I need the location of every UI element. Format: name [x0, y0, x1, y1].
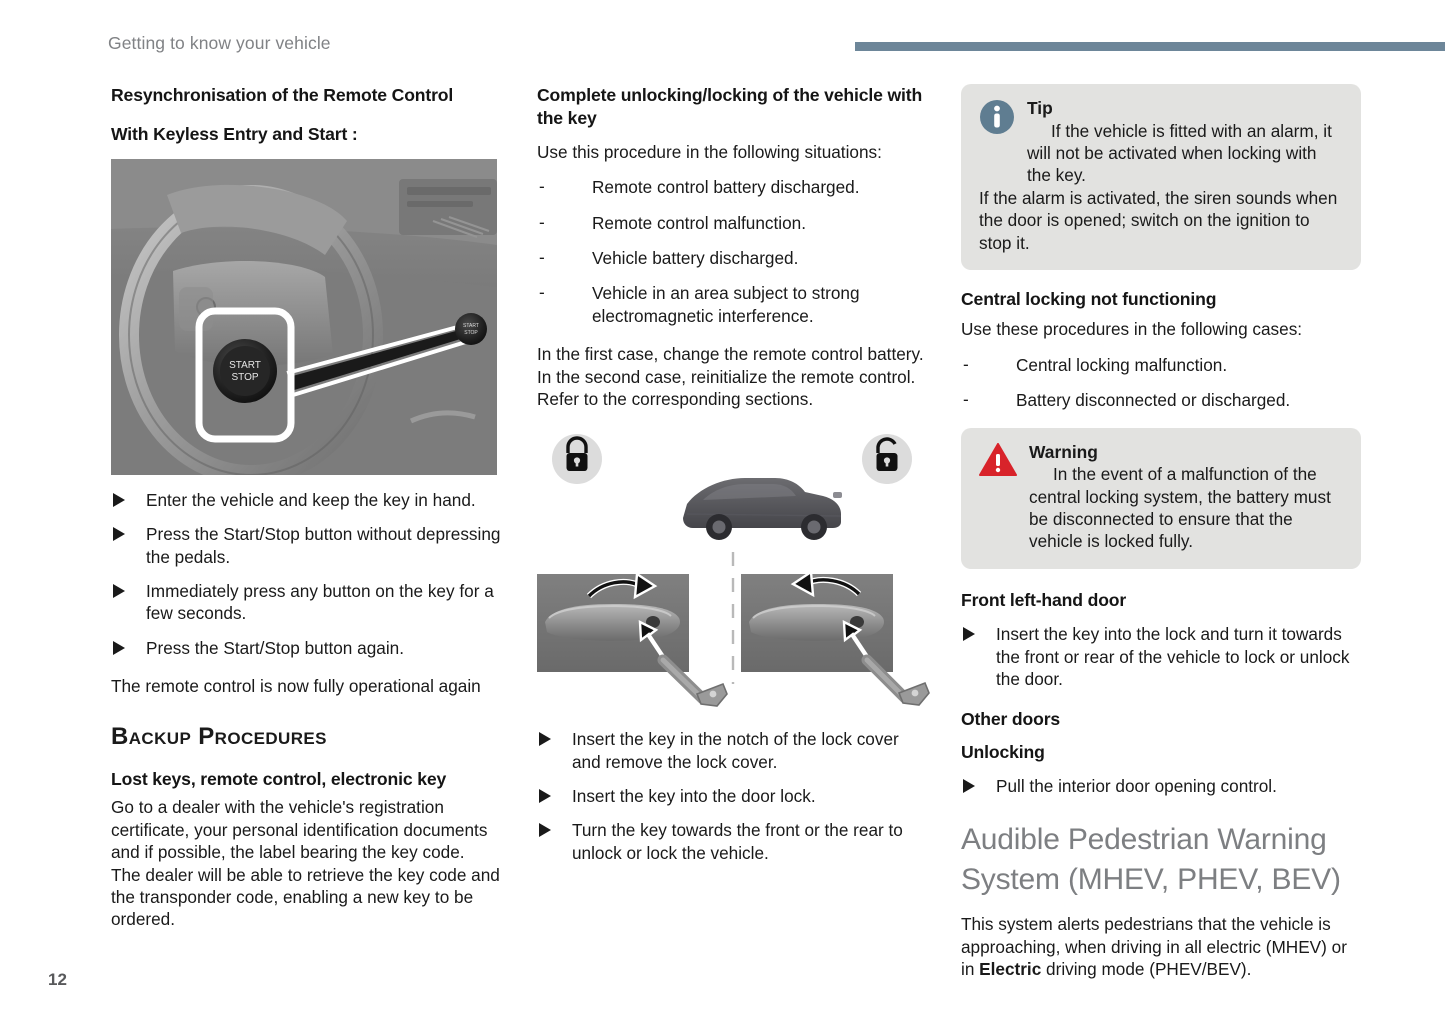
- list-item: [537, 212, 930, 234]
- lock-unlock-figure: [537, 426, 930, 716]
- column-middle: [537, 84, 930, 864]
- tip-box: [961, 84, 1361, 270]
- list-item-text: Pull the interior door opening control.: [996, 776, 1277, 797]
- lost-keys-paragraph-1: Go to a dealer with the vehicle's registration certificate, your personal identification documents and if possible, the label bearing the key code.: [111, 797, 488, 863]
- dash-bullet-icon: -: [539, 247, 545, 268]
- list-item: [537, 247, 930, 269]
- column-right: [961, 84, 1361, 981]
- info-icon: [979, 99, 1015, 140]
- audible-warning-text-part1: This system alerts pedestrians that the vehicle is approaching, when driving in all electric (MHEV) or in: [961, 914, 1347, 980]
- list-item-text: Central locking malfunction.: [1016, 354, 1228, 375]
- list-item-text: Insert the key into the door lock.: [572, 785, 816, 806]
- heading-resynchronisation: Resynchronisation of the Remote Control: [111, 85, 454, 105]
- triangle-bullet-icon: [113, 527, 125, 541]
- triangle-bullet-icon: [113, 641, 125, 655]
- list-item-text: Vehicle in an area subject to strong electromagnetic interference.: [592, 283, 860, 326]
- audible-warning-bold-term: Electric: [979, 959, 1042, 980]
- list-item: [537, 176, 930, 198]
- tip-title: Tip: [1027, 98, 1053, 118]
- unlocking-paragraph-1: In the first case, change the remote control battery.: [537, 344, 924, 365]
- list-item: [111, 637, 503, 659]
- running-header-title: Getting to know your vehicle: [108, 33, 331, 53]
- lost-keys-paragraph-2: The dealer will be able to retrieve the key code and the transponder code, enabling a new key to be ordered.: [111, 864, 500, 930]
- heading-unlocking: Unlocking: [961, 741, 1045, 762]
- heading-keyless-entry: With Keyless Entry and Start :: [111, 123, 358, 144]
- start-stop-callout-label-stop: STOP: [231, 372, 259, 384]
- list-item-text: Vehicle battery discharged.: [592, 248, 799, 269]
- dash-bullet-icon: -: [539, 211, 545, 232]
- list-item-text: Turn the key towards the front or the rear to unlock or lock the vehicle.: [572, 820, 903, 863]
- unlocking-intro: Use this procedure in the following situations:: [537, 142, 882, 163]
- unlocking-steps-list: [961, 775, 1361, 797]
- triangle-bullet-icon: [539, 823, 551, 837]
- list-item: [961, 775, 1361, 797]
- heading-lost-keys: Lost keys, remote control, electronic key: [111, 768, 447, 789]
- central-locking-intro: Use these procedures in the following cases:: [961, 319, 1303, 340]
- list-item: [111, 523, 503, 568]
- audible-warning-text-part2: driving mode (PHEV/BEV).: [1041, 959, 1252, 980]
- triangle-bullet-icon: [963, 779, 975, 793]
- list-item: [111, 580, 503, 625]
- lock-unlock-illustration: [537, 426, 930, 716]
- dash-bullet-icon: -: [539, 176, 545, 197]
- door-handle-panel-right: [741, 572, 929, 705]
- page-number: 12: [48, 970, 67, 989]
- front-left-door-steps-list: [961, 623, 1361, 690]
- triangle-bullet-icon: [963, 627, 975, 641]
- list-item-text: Remote control battery discharged.: [592, 177, 860, 198]
- header-rule: [855, 42, 1445, 51]
- list-item-text: Insert the key into the lock and turn it towards the front or rear of the vehicle to lock or unlock the door.: [996, 624, 1350, 689]
- heading-other-doors: Other doors: [961, 709, 1061, 730]
- list-item-text: Battery disconnected or discharged.: [1016, 390, 1291, 411]
- list-item: [537, 819, 930, 864]
- list-item-text: Insert the key in the notch of the lock cover and remove the lock cover.: [572, 729, 899, 772]
- triangle-bullet-icon: [113, 584, 125, 598]
- list-item: [537, 282, 930, 327]
- steering-wheel-illustration: [111, 159, 497, 475]
- dash-bullet-icon: -: [539, 282, 545, 303]
- tip-first-line: If the vehicle is fitted with an alarm, it will not be activated when locking with the key.: [1027, 120, 1332, 186]
- chapter-heading-backup-procedures: Backup Procedures: [111, 722, 327, 750]
- start-stop-inset-label-start: START: [463, 323, 479, 330]
- tip-paragraph-2: If the alarm is activated, the siren sounds when the door is opened; switch on the ignition to stop it.: [979, 187, 1338, 253]
- dash-bullet-icon: -: [963, 389, 969, 410]
- resynchronisation-steps-list: [111, 489, 503, 659]
- door-handle-panel-left: [537, 574, 727, 706]
- key-lock-steps-list: [537, 728, 930, 864]
- start-stop-callout-label-start: START: [229, 360, 261, 372]
- triangle-bullet-icon: [539, 732, 551, 746]
- column-left: [111, 84, 503, 931]
- heading-central-locking: Central locking not functioning: [961, 288, 1217, 309]
- steering-wheel-figure: [111, 159, 497, 475]
- list-item-text: Immediately press any button on the key for a few seconds.: [146, 581, 494, 624]
- list-item: [961, 389, 1361, 411]
- warning-box: [961, 428, 1361, 569]
- situations-list: [537, 176, 930, 327]
- remote-operational-paragraph: The remote control is now fully operational again: [111, 676, 481, 697]
- warning-title: Warning: [1029, 441, 1098, 462]
- list-item: [111, 489, 503, 511]
- unlocking-paragraph-2: In the second case, reinitialize the remote control.: [537, 366, 916, 387]
- unlocking-paragraph-3: Refer to the corresponding sections.: [537, 388, 814, 409]
- heading-front-left-hand-door: Front left-hand door: [961, 589, 1127, 610]
- triangle-bullet-icon: [539, 789, 551, 803]
- list-item-text: Press the Start/Stop button again.: [146, 637, 404, 658]
- list-item: [537, 728, 930, 773]
- triangle-bullet-icon: [113, 493, 125, 507]
- list-item: [961, 354, 1361, 376]
- list-item: [961, 623, 1361, 690]
- list-item: [537, 785, 930, 807]
- section-title-audible-pedestrian-warning: Audible Pedestrian Warning System (MHEV, PHEV, BEV): [961, 822, 1341, 896]
- heading-complete-unlocking: Complete unlocking/locking of the vehicle with the key: [537, 85, 923, 128]
- list-item-text: Enter the vehicle and keep the key in hand.: [146, 490, 476, 511]
- start-stop-inset-label-stop: STOP: [464, 330, 478, 337]
- warning-text: In the event of a malfunction of the central locking system, the battery must be disconnected to ensure that the vehicle is locked fully.: [1029, 464, 1331, 552]
- list-item-text: Remote control malfunction.: [592, 212, 806, 233]
- suv-side-view: [683, 478, 842, 540]
- warning-triangle-icon: [979, 443, 1017, 482]
- audible-warning-paragraph: [961, 913, 1361, 980]
- dash-bullet-icon: -: [963, 353, 969, 374]
- list-item-text: Press the Start/Stop button without depressing the pedals.: [146, 524, 501, 567]
- central-locking-cases-list: [961, 354, 1361, 412]
